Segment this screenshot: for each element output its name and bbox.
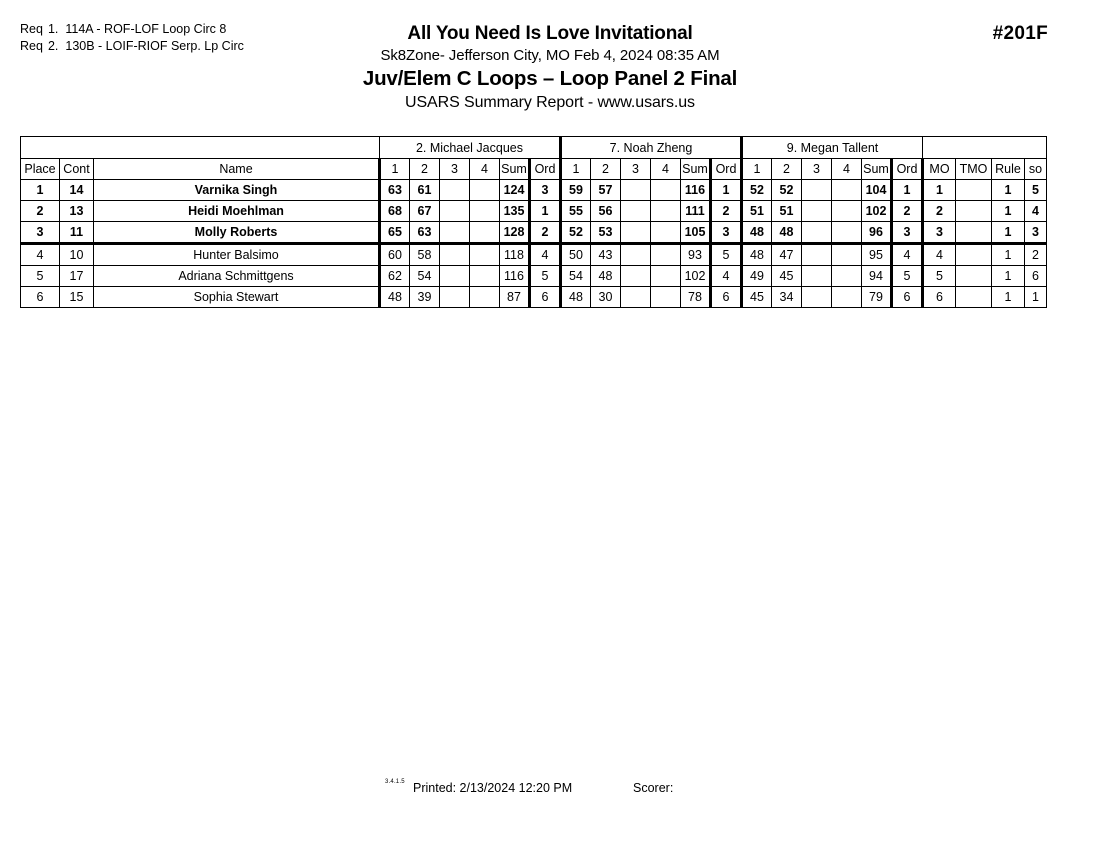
cell-judge3-mark2: 34 <box>772 287 802 308</box>
col-header-judge2-ord: Ord <box>711 159 742 180</box>
col-header-tmo: TMO <box>956 159 992 180</box>
cell-skater-name: Varnika Singh <box>94 180 380 201</box>
scorer-label: Scorer: <box>633 781 674 795</box>
cell-judge1-mark4 <box>470 222 500 244</box>
cell-judge1-mark3 <box>440 287 470 308</box>
col-header-judge3-ord: Ord <box>892 159 923 180</box>
cell-so: 3 <box>1025 222 1047 244</box>
cell-judge3-sum: 95 <box>862 244 892 266</box>
cell-judge1-sum: 87 <box>500 287 530 308</box>
cell-mo: 1 <box>923 180 956 201</box>
cell-judge2-mark4 <box>651 222 681 244</box>
cell-judge3-mark1: 51 <box>742 201 772 222</box>
table-row[interactable] <box>21 222 1047 244</box>
cell-judge2-mark4 <box>651 287 681 308</box>
cell-judge2-mark2: 53 <box>591 222 621 244</box>
col-header-judge2-sum: Sum <box>681 159 711 180</box>
cell-judge3-ord: 2 <box>892 201 923 222</box>
cell-mo: 2 <box>923 201 956 222</box>
cell-rule: 1 <box>992 222 1025 244</box>
cell-judge3-mark1: 48 <box>742 244 772 266</box>
cell-so: 1 <box>1025 287 1047 308</box>
cell-judge2-mark2: 43 <box>591 244 621 266</box>
col-header-judge2-mark3: 3 <box>621 159 651 180</box>
cell-cont: 14 <box>60 180 94 201</box>
cell-judge1-mark1: 68 <box>380 201 410 222</box>
cell-judge3-mark4 <box>832 180 862 201</box>
cell-so: 4 <box>1025 201 1047 222</box>
cell-judge3-mark1: 49 <box>742 266 772 287</box>
col-header-judge1-mark2: 2 <box>410 159 440 180</box>
cell-judge1-mark1: 62 <box>380 266 410 287</box>
cell-judge2-mark3 <box>621 222 651 244</box>
event-number: #201F <box>992 23 1048 44</box>
judge-header-spacer <box>21 137 380 159</box>
cell-skater-name: Sophia Stewart <box>94 287 380 308</box>
cell-judge2-mark3 <box>621 244 651 266</box>
cell-judge3-mark1: 48 <box>742 222 772 244</box>
cell-judge1-mark3 <box>440 266 470 287</box>
cell-judge1-sum: 118 <box>500 244 530 266</box>
cell-judge1-mark4 <box>470 287 500 308</box>
cell-judge2-mark3 <box>621 180 651 201</box>
cell-judge1-ord: 3 <box>530 180 561 201</box>
requirement-label: Req <box>20 22 43 36</box>
cell-judge3-mark3 <box>802 266 832 287</box>
cell-judge2-mark3 <box>621 287 651 308</box>
col-header-judge2-mark4: 4 <box>651 159 681 180</box>
cell-judge3-ord: 5 <box>892 266 923 287</box>
cell-judge2-ord: 6 <box>711 287 742 308</box>
cell-judge1-mark2: 58 <box>410 244 440 266</box>
cell-judge3-mark4 <box>832 244 862 266</box>
cell-so: 6 <box>1025 266 1047 287</box>
cell-judge3-mark2: 47 <box>772 244 802 266</box>
col-header-cont: Cont <box>60 159 94 180</box>
cell-judge3-ord: 6 <box>892 287 923 308</box>
cell-judge2-ord: 5 <box>711 244 742 266</box>
cell-judge2-ord: 3 <box>711 222 742 244</box>
cell-judge2-mark2: 57 <box>591 180 621 201</box>
cell-judge1-ord: 6 <box>530 287 561 308</box>
version-stamp: 3.4.1.5 <box>385 779 405 785</box>
cell-judge3-mark3 <box>802 222 832 244</box>
cell-judge1-sum: 116 <box>500 266 530 287</box>
cell-cont: 15 <box>60 287 94 308</box>
cell-rule: 1 <box>992 266 1025 287</box>
cell-judge1-mark2: 54 <box>410 266 440 287</box>
judge-header-spacer-right <box>923 137 1047 159</box>
column-header-row <box>21 159 1047 180</box>
cell-judge2-mark2: 56 <box>591 201 621 222</box>
cell-judge1-ord: 2 <box>530 222 561 244</box>
cell-judge1-mark1: 65 <box>380 222 410 244</box>
cell-judge3-mark3 <box>802 287 832 308</box>
cell-judge3-mark2: 51 <box>772 201 802 222</box>
cell-judge1-mark4 <box>470 180 500 201</box>
cell-judge3-mark3 <box>802 201 832 222</box>
cell-judge3-sum: 96 <box>862 222 892 244</box>
report-subtitle: USARS Summary Report - www.usars.us <box>405 94 695 111</box>
cell-judge3-sum: 102 <box>862 201 892 222</box>
cell-skater-name: Heidi Moehlman <box>94 201 380 222</box>
cell-judge1-mark2: 63 <box>410 222 440 244</box>
report-header <box>0 22 1100 114</box>
cell-place: 3 <box>21 222 60 244</box>
cell-judge1-sum: 135 <box>500 201 530 222</box>
col-header-judge3-sum: Sum <box>862 159 892 180</box>
cell-skater-name: Hunter Balsimo <box>94 244 380 266</box>
cell-mo: 3 <box>923 222 956 244</box>
cell-mo: 5 <box>923 266 956 287</box>
cell-judge2-sum: 116 <box>681 180 711 201</box>
cell-rule: 1 <box>992 287 1025 308</box>
col-header-name: Name <box>94 159 380 180</box>
requirement-text: 130B - LOIF-RIOF Serp. Lp Circ <box>65 39 244 53</box>
cell-so: 5 <box>1025 180 1047 201</box>
col-header-judge1-sum: Sum <box>500 159 530 180</box>
judge-name-3: 9. Megan Tallent <box>742 137 923 159</box>
cell-judge1-mark1: 60 <box>380 244 410 266</box>
cell-cont: 10 <box>60 244 94 266</box>
cell-judge1-mark1: 48 <box>380 287 410 308</box>
cell-judge2-mark1: 55 <box>561 201 591 222</box>
cell-judge3-ord: 3 <box>892 222 923 244</box>
cell-skater-name: Molly Roberts <box>94 222 380 244</box>
cell-judge2-mark1: 59 <box>561 180 591 201</box>
cell-cont: 13 <box>60 201 94 222</box>
cell-judge2-sum: 93 <box>681 244 711 266</box>
col-header-judge3-mark3: 3 <box>802 159 832 180</box>
table-row[interactable] <box>21 287 1047 308</box>
judge-name-1: 2. Michael Jacques <box>380 137 561 159</box>
cell-judge1-mark2: 39 <box>410 287 440 308</box>
cell-so: 2 <box>1025 244 1047 266</box>
cell-judge1-ord: 1 <box>530 201 561 222</box>
cell-judge1-sum: 128 <box>500 222 530 244</box>
cell-place: 1 <box>21 180 60 201</box>
cell-rule: 1 <box>992 201 1025 222</box>
col-header-judge1-mark3: 3 <box>440 159 470 180</box>
judge-name-2: 7. Noah Zheng <box>561 137 742 159</box>
cell-judge3-mark4 <box>832 287 862 308</box>
cell-judge3-mark4 <box>832 201 862 222</box>
venue-datetime-line: Sk8Zone- Jefferson City, MO Feb 4, 2024 08:35 AM <box>380 47 720 64</box>
requirement-number: 2. <box>47 39 59 53</box>
cell-judge3-ord: 4 <box>892 244 923 266</box>
judge-header-row <box>21 137 1047 159</box>
table-row[interactable] <box>21 244 1047 266</box>
cell-judge1-mark4 <box>470 244 500 266</box>
col-header-judge2-mark2: 2 <box>591 159 621 180</box>
col-header-judge3-mark2: 2 <box>772 159 802 180</box>
cell-mo: 6 <box>923 287 956 308</box>
col-header-judge3-mark4: 4 <box>832 159 862 180</box>
cell-judge1-mark3 <box>440 180 470 201</box>
table-row[interactable] <box>21 201 1047 222</box>
cell-judge2-mark4 <box>651 201 681 222</box>
event-class-title: Juv/Elem C Loops – Loop Panel 2 Final <box>362 67 738 90</box>
col-header-judge3-mark1: 1 <box>742 159 772 180</box>
cell-rule: 1 <box>992 180 1025 201</box>
cell-tmo <box>956 222 992 244</box>
results-table-container <box>20 136 1047 308</box>
col-header-rule: Rule <box>992 159 1025 180</box>
cell-judge1-mark2: 61 <box>410 180 440 201</box>
requirement-label: Req <box>20 39 43 53</box>
cell-tmo <box>956 244 992 266</box>
cell-place: 5 <box>21 266 60 287</box>
cell-judge1-mark4 <box>470 201 500 222</box>
cell-judge2-mark3 <box>621 266 651 287</box>
col-header-judge1-ord: Ord <box>530 159 561 180</box>
col-header-judge1-mark4: 4 <box>470 159 500 180</box>
printed-timestamp: Printed: 2/13/2024 12:20 PM <box>413 781 573 795</box>
cell-judge2-mark1: 54 <box>561 266 591 287</box>
cell-judge1-ord: 5 <box>530 266 561 287</box>
cell-tmo <box>956 287 992 308</box>
cell-judge3-sum: 94 <box>862 266 892 287</box>
cell-judge2-mark2: 48 <box>591 266 621 287</box>
cell-judge2-mark4 <box>651 244 681 266</box>
cell-judge3-mark2: 52 <box>772 180 802 201</box>
cell-judge2-ord: 4 <box>711 266 742 287</box>
cell-judge1-ord: 4 <box>530 244 561 266</box>
cell-judge1-mark4 <box>470 266 500 287</box>
requirement-text: 114A - ROF-LOF Loop Circ 8 <box>65 22 227 36</box>
cell-judge3-ord: 1 <box>892 180 923 201</box>
cell-judge1-sum: 124 <box>500 180 530 201</box>
requirement-number: 1. <box>47 22 59 36</box>
cell-judge2-mark1: 52 <box>561 222 591 244</box>
col-header-judge2-mark1: 1 <box>561 159 591 180</box>
cell-judge2-ord: 1 <box>711 180 742 201</box>
cell-place: 6 <box>21 287 60 308</box>
cell-judge2-sum: 102 <box>681 266 711 287</box>
cell-judge3-mark3 <box>802 180 832 201</box>
cell-judge3-sum: 79 <box>862 287 892 308</box>
table-row[interactable] <box>21 266 1047 287</box>
cell-judge3-mark1: 45 <box>742 287 772 308</box>
col-header-place: Place <box>21 159 60 180</box>
cell-judge2-mark4 <box>651 266 681 287</box>
results-table <box>20 136 1047 308</box>
cell-cont: 17 <box>60 266 94 287</box>
cell-judge2-mark1: 50 <box>561 244 591 266</box>
col-header-judge1-mark1: 1 <box>380 159 410 180</box>
cell-judge3-mark4 <box>832 266 862 287</box>
event-title: All You Need Is Love Invitational <box>407 23 693 44</box>
cell-judge3-mark4 <box>832 222 862 244</box>
cell-judge2-mark4 <box>651 180 681 201</box>
cell-judge2-sum: 105 <box>681 222 711 244</box>
col-header-so: so <box>1025 159 1047 180</box>
table-row[interactable] <box>21 180 1047 201</box>
cell-cont: 11 <box>60 222 94 244</box>
cell-judge2-mark2: 30 <box>591 287 621 308</box>
cell-judge2-sum: 111 <box>681 201 711 222</box>
cell-judge3-mark3 <box>802 244 832 266</box>
cell-judge2-sum: 78 <box>681 287 711 308</box>
cell-skater-name: Adriana Schmittgens <box>94 266 380 287</box>
cell-mo: 4 <box>923 244 956 266</box>
cell-judge3-mark1: 52 <box>742 180 772 201</box>
cell-place: 2 <box>21 201 60 222</box>
cell-judge1-mark3 <box>440 244 470 266</box>
cell-judge3-sum: 104 <box>862 180 892 201</box>
cell-judge2-mark3 <box>621 201 651 222</box>
cell-rule: 1 <box>992 244 1025 266</box>
cell-judge1-mark3 <box>440 201 470 222</box>
cell-judge1-mark1: 63 <box>380 180 410 201</box>
cell-place: 4 <box>21 244 60 266</box>
cell-tmo <box>956 201 992 222</box>
cell-judge3-mark2: 45 <box>772 266 802 287</box>
cell-judge1-mark2: 67 <box>410 201 440 222</box>
cell-judge2-mark1: 48 <box>561 287 591 308</box>
cell-tmo <box>956 180 992 201</box>
cell-judge1-mark3 <box>440 222 470 244</box>
col-header-mo: MO <box>923 159 956 180</box>
cell-judge3-mark2: 48 <box>772 222 802 244</box>
cell-judge2-ord: 2 <box>711 201 742 222</box>
cell-tmo <box>956 266 992 287</box>
